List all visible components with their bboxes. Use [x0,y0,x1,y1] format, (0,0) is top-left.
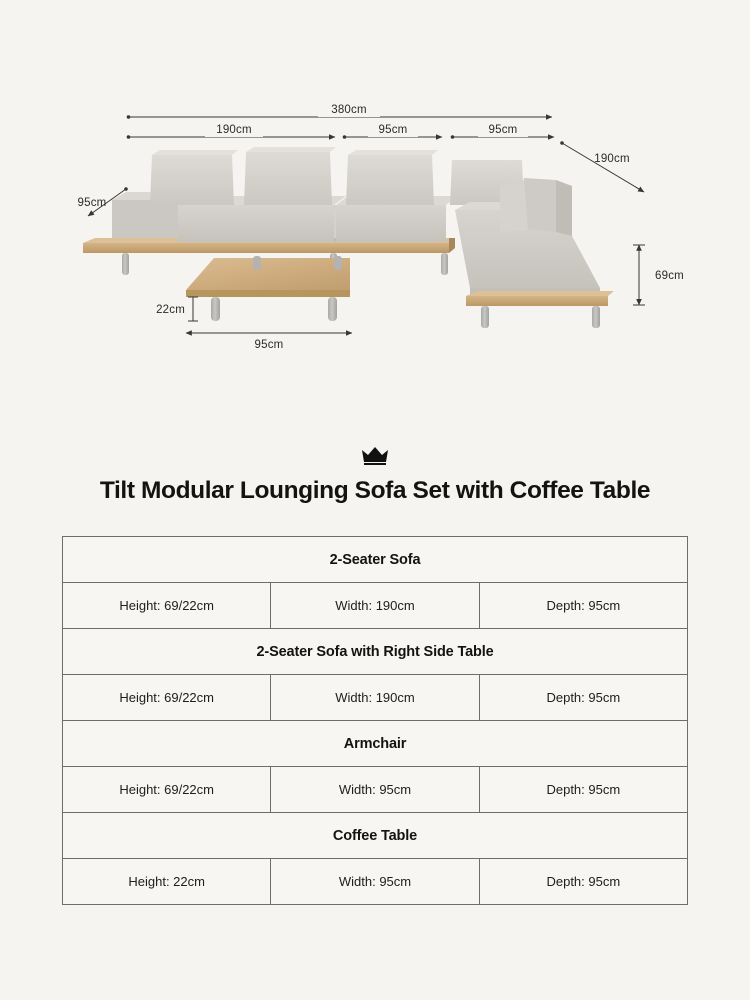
dimension-label-left-depth: 95cm [77,197,107,209]
dimension-label-two-seater-width: 190cm [216,124,252,136]
cell-width: Width: 190cm [271,583,479,629]
table-row-group-header [63,629,688,675]
cell-height: Height: 69/22cm [63,767,271,813]
product-dimension-diagram [0,0,750,420]
group-name-coffee-table: Coffee Table [63,813,688,859]
coffee-table [186,256,350,321]
dimension-chaise-depth [560,141,644,192]
cell-depth: Depth: 95cm [479,675,687,721]
cell-width: Width: 95cm [271,859,479,905]
crown-icon [360,445,390,467]
dimension-overall-width [127,103,552,119]
dimension-table-width [186,333,352,351]
table-row-group-header [63,537,688,583]
dimension-label-armchair-width: 95cm [378,124,408,136]
cell-height: Height: 22cm [63,859,271,905]
table-row [63,675,688,721]
dimension-label-chaise-depth: 190cm [594,153,630,165]
table-row [63,859,688,905]
dimension-armchair-width [343,123,442,139]
dimension-label-seat-height: 69cm [655,270,684,282]
cell-depth: Depth: 95cm [479,583,687,629]
dimension-label-chaise-width: 95cm [488,124,518,136]
group-name-2-seater-sofa-right-side-table: 2-Seater Sofa with Right Side Table [63,629,688,675]
dimension-table-height [156,297,198,321]
page-title: Tilt Modular Lounging Sofa Set with Coffee Table [99,477,651,504]
table-row-group-header [63,721,688,767]
group-name-armchair: Armchair [63,721,688,767]
cell-height: Height: 69/22cm [63,583,271,629]
coffee-table-leg-front-right [328,297,337,321]
table-row-group-header [63,813,688,859]
dimension-seat-height [633,245,684,305]
specification-table [62,536,688,905]
cell-depth: Depth: 95cm [479,859,687,905]
cell-width: Width: 95cm [271,767,479,813]
cell-height: Height: 69/22cm [63,675,271,721]
group-name-2-seater-sofa: 2-Seater Sofa [63,537,688,583]
table-row [63,583,688,629]
dimension-chaise-width [451,123,554,139]
cell-width: Width: 190cm [271,675,479,721]
cell-depth: Depth: 95cm [479,767,687,813]
dimension-label-table-width: 95cm [254,339,284,351]
dimension-two-seater-width [127,123,335,139]
brand-and-title-block [0,445,750,505]
coffee-table-leg-front-left [211,297,220,321]
table-row [63,767,688,813]
dimension-label-table-height: 22cm [156,304,185,316]
dimension-label-overall-width: 380cm [331,104,367,116]
